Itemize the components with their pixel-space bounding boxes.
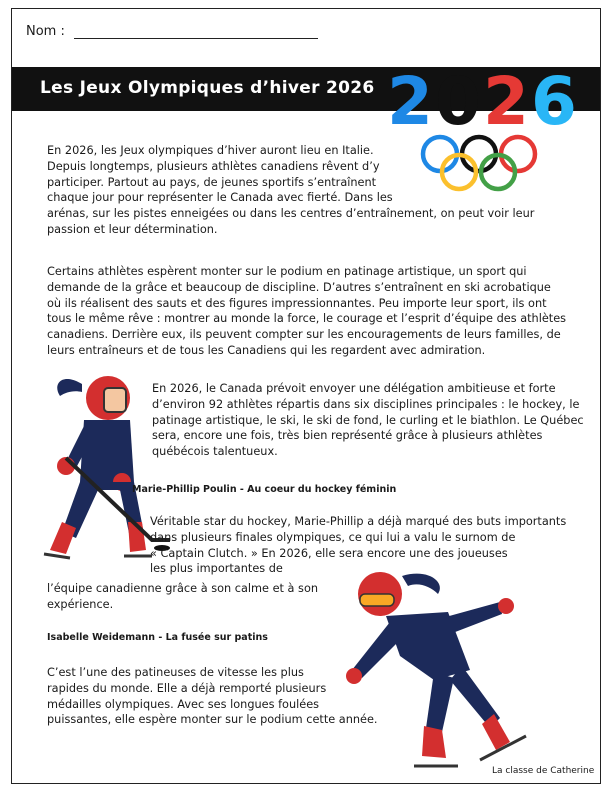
text-line: l’équipe canadienne grâce à son calme et à son	[47, 582, 319, 595]
weidemann-paragraph	[47, 665, 378, 728]
goggles	[360, 594, 394, 606]
sock-left	[50, 522, 76, 554]
leg-front	[426, 672, 454, 732]
text-line: puissantes, elle espère monter sur le podium cette année.	[47, 713, 378, 727]
text-line: canadiens. Derrière eux, ils peuvent compter sur les encouragements de leurs familles, de	[47, 328, 561, 342]
glove-right	[498, 598, 514, 614]
page-title: Les Jeux Olympiques d’hiver 2026	[40, 78, 375, 98]
section-heading-poulin: Marie-Phillip Poulin - Au coeur du hockey féminin	[132, 484, 397, 495]
text-line: passion et leur détermination.	[47, 222, 218, 236]
text-line: En 2026, le Canada prévoit envoyer une délégation ambitieuse et forte	[152, 382, 556, 395]
section-heading-weidemann: Isabelle Weidemann - La fusée sur patins	[47, 632, 268, 643]
face-cage	[104, 388, 126, 412]
arm-right	[116, 426, 128, 474]
text-line: chaque jour pour représenter le Canada avec fierté. Dans les	[47, 191, 393, 205]
arm-back	[442, 602, 502, 634]
name-label: Nom :	[26, 24, 65, 39]
text-line: C’est l’une des patineuses de vitesse les plus	[47, 666, 304, 679]
text-line: Certains athlètes espèrent monter sur le podium en patinage artistique, un sport qui	[47, 265, 527, 278]
boot-front	[422, 726, 446, 758]
skates	[44, 554, 152, 558]
text-line: québécois talentueux.	[152, 445, 278, 459]
speed-skater-illustration	[330, 560, 540, 782]
text-line: tous le même rêve : montrer au monde la force, le courage et l’esprit d’équipe des athlètes	[47, 312, 567, 326]
arm-forward	[352, 622, 404, 678]
name-field-line[interactable]	[74, 38, 318, 39]
third-paragraph	[152, 381, 584, 460]
text-line: patinage artistique, le ski, le ski de fond, le curling et le biathlon. Le Québec	[152, 413, 584, 427]
text-line: rapides du monde. Elle a déjà remporté plusieurs	[47, 681, 327, 695]
ponytail	[57, 379, 82, 396]
text-line: « Captain Clutch. » En 2026, elle sera encore une des joueuses	[150, 546, 508, 560]
second-paragraph	[47, 264, 566, 359]
text-line: En 2026, les Jeux olympiques d’hiver auront lieu en Italie.	[47, 144, 374, 157]
text-line: où ils réalisent des sauts et des figures impressionnantes. Peu importe leur sport, ils ont	[47, 296, 547, 310]
logo-digit-2a: 2	[387, 63, 433, 140]
text-line: expérience.	[47, 597, 114, 611]
text-line: les plus importantes de	[150, 562, 283, 576]
text-line: participer. Partout au pays, de jeunes sportifs s’entraînent	[47, 175, 377, 189]
text-line: demande de la grâce et beaucoup de discipline. D’autres s’entraînent en ski acrobatique	[47, 280, 551, 294]
text-line: médailles olympiques. Avec ses longues foulées	[47, 697, 320, 711]
text-line: d’environ 92 athlètes répartis dans six disciplines principales : le hockey, le	[152, 397, 580, 411]
text-line: dans plusieurs finales olympiques, ce qui lui a valu le surnom de	[150, 530, 516, 544]
logo-digit-6: 6	[531, 63, 577, 140]
text-line: Véritable star du hockey, Marie-Phillip a déjà marqué des buts importants	[150, 515, 567, 528]
poulin-paragraph-continued	[47, 581, 318, 613]
logo-digit-2b: 2	[483, 63, 529, 140]
glove-left	[346, 668, 362, 684]
ponytail	[402, 574, 440, 594]
text-line: leurs entraîneurs et de tous les Canadiens qui les regardent avec admiration.	[47, 343, 486, 357]
credit-text: La classe de Catherine	[492, 766, 595, 776]
text-line: arénas, sur les pistes enneigées ou dans les centres d’entraînement, on peut voir leur	[47, 207, 535, 221]
text-line: sera, encore une fois, très bien représenté grâce à plusieurs athlètes	[152, 429, 543, 443]
text-line: Depuis longtemps, plusieurs athlètes canadiens rêvent d’y	[47, 159, 380, 173]
logo-digit-0: 0	[435, 63, 481, 140]
intro-paragraph	[47, 143, 534, 238]
